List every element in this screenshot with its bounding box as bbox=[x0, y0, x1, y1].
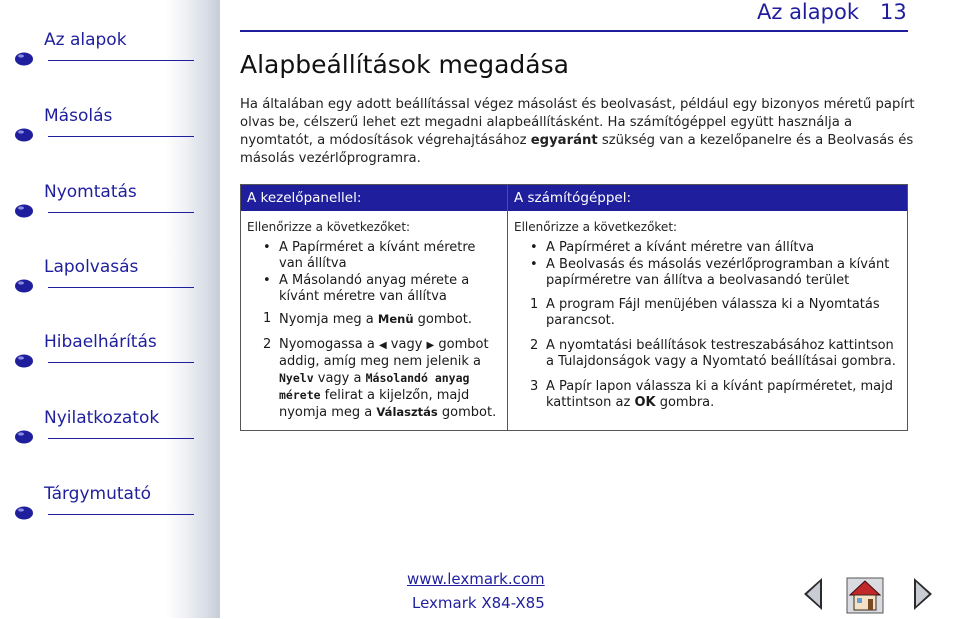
step-text: A program Fájl menüjében válassza ki a Nyomtatás parancsot. bbox=[546, 297, 880, 328]
bullet-icon: • bbox=[530, 257, 538, 272]
nav-divider bbox=[48, 212, 194, 213]
check-list bbox=[508, 240, 907, 289]
home-button[interactable] bbox=[843, 575, 887, 613]
step-text: gombot. bbox=[413, 312, 472, 327]
nav-bullet-icon bbox=[14, 353, 36, 369]
sidebar-item-label: Nyilatkozatok bbox=[44, 408, 160, 428]
list-item bbox=[508, 257, 907, 289]
list-item-text: A Papírméret a kívánt méretre van állítva bbox=[279, 240, 476, 271]
intro-paragraph bbox=[240, 96, 920, 168]
step-text: gombot addig, amíg meg nem jelenik a bbox=[279, 337, 489, 369]
menu-key-label: Menü bbox=[377, 312, 414, 326]
step-text: gombra. bbox=[655, 395, 715, 410]
nav-bullet-icon bbox=[14, 278, 36, 294]
step-item bbox=[241, 311, 507, 328]
sidebar-item-az-alapok[interactable] bbox=[14, 30, 184, 70]
sidebar-shade bbox=[165, 0, 220, 618]
list-item bbox=[241, 240, 507, 272]
nav-bullet-icon bbox=[14, 51, 36, 67]
ok-label: OK bbox=[634, 395, 656, 410]
intro-text-1: Ha általában egy adott beállítással végez másolást és beolvasást, például egy bizonyos méretű papírt olvas be, célszerű lehet ezt megadni alapbeállításként. Ha számítógéppel együtt használja a nyomtatót, a módosítások végrehajtásához bbox=[240, 97, 915, 148]
nav-bullet-icon bbox=[14, 505, 36, 521]
step-item bbox=[508, 379, 907, 411]
previous-arrow-icon bbox=[796, 575, 834, 613]
check-label: Ellenőrizze a következőket: bbox=[247, 220, 411, 234]
computer-column bbox=[508, 185, 907, 430]
step-text: vagy a bbox=[313, 371, 366, 386]
check-list bbox=[241, 240, 507, 305]
sidebar-item-nyomtatas[interactable] bbox=[14, 182, 184, 222]
step-number: 1 bbox=[530, 297, 539, 312]
steps-list bbox=[241, 311, 507, 421]
sidebar-item-label: Az alapok bbox=[44, 30, 127, 50]
nav-divider bbox=[48, 60, 194, 61]
check-label: Ellenőrizze a következőket: bbox=[514, 220, 678, 234]
steps-list bbox=[508, 297, 907, 411]
sidebar-item-nyilatkozatok[interactable] bbox=[14, 408, 184, 448]
list-item-text: A Papírméret a kívánt méretre van állítva bbox=[546, 240, 815, 255]
right-arrow-icon: ▶ bbox=[426, 340, 435, 351]
step-number: 2 bbox=[263, 337, 272, 352]
step-item bbox=[508, 338, 907, 370]
step-number: 3 bbox=[530, 379, 539, 394]
nav-bullet-icon bbox=[14, 429, 36, 445]
nav-divider bbox=[48, 287, 194, 288]
display-text: Nyelv bbox=[279, 371, 314, 385]
step-text: A nyomtatási beállítások testreszabásához kattintson a Tulajdonságok vagy a Nyomtató beállításai gombra. bbox=[546, 338, 896, 369]
column-header: A számítógéppel: bbox=[508, 185, 907, 211]
display-text: Másolandó anyag mérete bbox=[279, 371, 470, 402]
nav-bullet-icon bbox=[14, 127, 36, 143]
page-title: Alapbeállítások megadása bbox=[240, 50, 569, 79]
list-item bbox=[241, 273, 507, 305]
step-text: A Papír lapon válassza ki a kívánt papírméretet, majd kattintson az bbox=[546, 379, 893, 410]
step-text: Nyomogassa a bbox=[279, 337, 379, 352]
sidebar-item-label: Másolás bbox=[44, 106, 113, 126]
sidebar-item-masolas[interactable] bbox=[14, 106, 184, 146]
intro-text-2: szükség van a kezelőpanelre és a Beolvasás és másolás vezérlőprogramra. bbox=[240, 133, 914, 166]
select-key-label: Választás bbox=[376, 405, 438, 419]
settings-table bbox=[240, 184, 908, 431]
step-text: felirat a kijelzőn, majd nyomja meg a bbox=[279, 388, 470, 420]
step-number: 2 bbox=[530, 338, 539, 353]
sidebar-item-hibaelharitas[interactable] bbox=[14, 332, 184, 372]
website-link[interactable]: www.lexmark.com bbox=[407, 570, 545, 588]
sidebar bbox=[0, 0, 218, 618]
list-item-text: A Másolandó anyag mérete a kívánt méretre van állítva bbox=[279, 273, 470, 304]
home-icon bbox=[843, 575, 887, 615]
step-text: Nyomja meg a bbox=[279, 312, 378, 327]
bullet-icon: • bbox=[263, 273, 271, 288]
header-divider bbox=[240, 30, 908, 32]
nav-divider bbox=[48, 438, 194, 439]
sidebar-item-label: Tárgymutató bbox=[44, 484, 152, 504]
list-item bbox=[508, 240, 907, 256]
header-section-title: Az alapok bbox=[757, 0, 859, 24]
sidebar-item-targymutato[interactable] bbox=[14, 484, 184, 524]
next-page-button[interactable] bbox=[902, 575, 940, 613]
sidebar-item-label: Nyomtatás bbox=[44, 182, 137, 202]
previous-page-button[interactable] bbox=[796, 575, 834, 613]
sidebar-item-label: Hibaelhárítás bbox=[44, 332, 157, 352]
left-arrow-icon: ◀ bbox=[378, 340, 387, 351]
next-arrow-icon bbox=[902, 575, 940, 613]
step-text: vagy bbox=[386, 337, 427, 352]
intro-bold: egyaránt bbox=[530, 133, 598, 148]
page-number: 13 bbox=[880, 0, 907, 24]
step-item bbox=[508, 297, 907, 329]
control-panel-column bbox=[241, 185, 508, 430]
nav-bullet-icon bbox=[14, 203, 36, 219]
nav-divider bbox=[48, 136, 194, 137]
nav-divider bbox=[48, 362, 194, 363]
bullet-icon: • bbox=[263, 240, 271, 255]
sidebar-item-lapolvasas[interactable] bbox=[14, 257, 184, 297]
nav-divider bbox=[48, 514, 194, 515]
sidebar-item-label: Lapolvasás bbox=[44, 257, 139, 277]
bullet-icon: • bbox=[530, 240, 538, 255]
model-name: Lexmark X84-X85 bbox=[412, 594, 545, 612]
column-header: A kezelőpanellel: bbox=[241, 185, 507, 211]
step-item bbox=[241, 337, 507, 421]
step-text: gombot. bbox=[437, 405, 497, 420]
step-number: 1 bbox=[263, 311, 272, 326]
list-item-text: A Beolvasás és másolás vezérlőprogramban a kívánt papírméretre van állítva a beolvasandó terület bbox=[546, 257, 890, 288]
